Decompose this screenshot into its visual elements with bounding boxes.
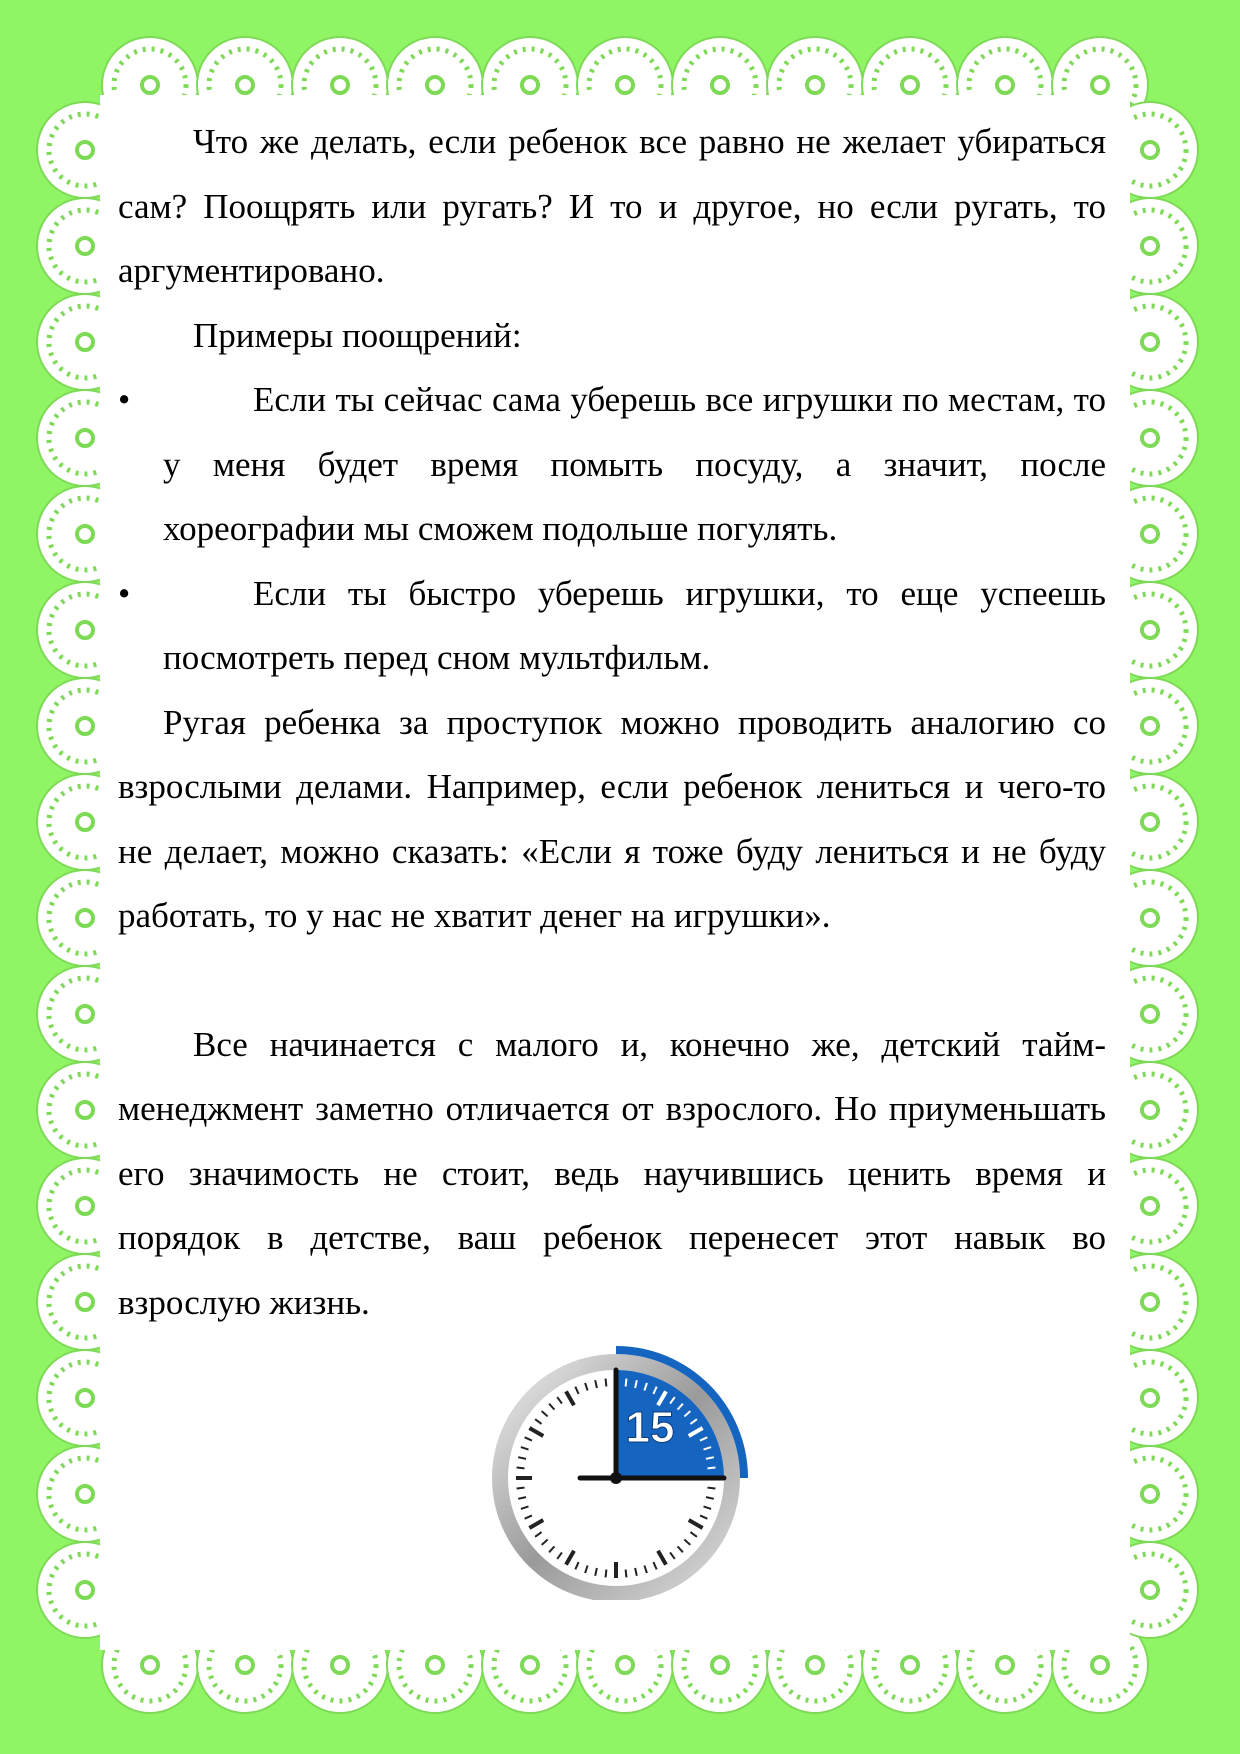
bullet-icon: • xyxy=(118,380,131,419)
clock-center xyxy=(610,1472,622,1484)
list-item xyxy=(118,368,1106,562)
paragraph-examples-heading: Примеры поощрений: xyxy=(193,315,522,355)
timer-label: 15 xyxy=(625,1403,675,1452)
list-item xyxy=(118,562,1106,691)
text-body xyxy=(118,110,1106,1335)
paragraph-intro: Что же делать, если ребенок все равно не желает убираться сам? Поощрять или ругать? И то и другое, но если ругать, то аргументировано. xyxy=(118,122,1106,290)
bullet-icon: • xyxy=(118,573,131,613)
list-item-text: Если ты быстро уберешь игрушки, то еще успеешь посмотреть перед сном мультфильм. xyxy=(163,573,1106,677)
stopwatch-icon xyxy=(488,1330,758,1600)
paragraph-conclusion: Все начинается с малого и, конечно же, детский тайм-менеджмент заметно отличается от взрослого. Но приуменьшать его значимость не стоит, ведь научившись ценить время и порядок в детстве, ваш ребенок перенесет этот навык во взрослую жизнь. xyxy=(118,1024,1106,1322)
paragraph-scolding: Ругая ребенка за проступок можно проводить аналогию со взрослыми делами. Например, если ребенок лениться и чего-то не делает, можно сказать: «Если я тоже буду лениться и не буду работать, то у нас не хватит денег на игрушки». xyxy=(118,702,1106,935)
list-item-text: Если ты сейчас сама уберешь все игрушки по местам, то у меня будет время помыть посуду, а значит, после хореографии мы сможем подольше погулять. xyxy=(163,380,1106,548)
